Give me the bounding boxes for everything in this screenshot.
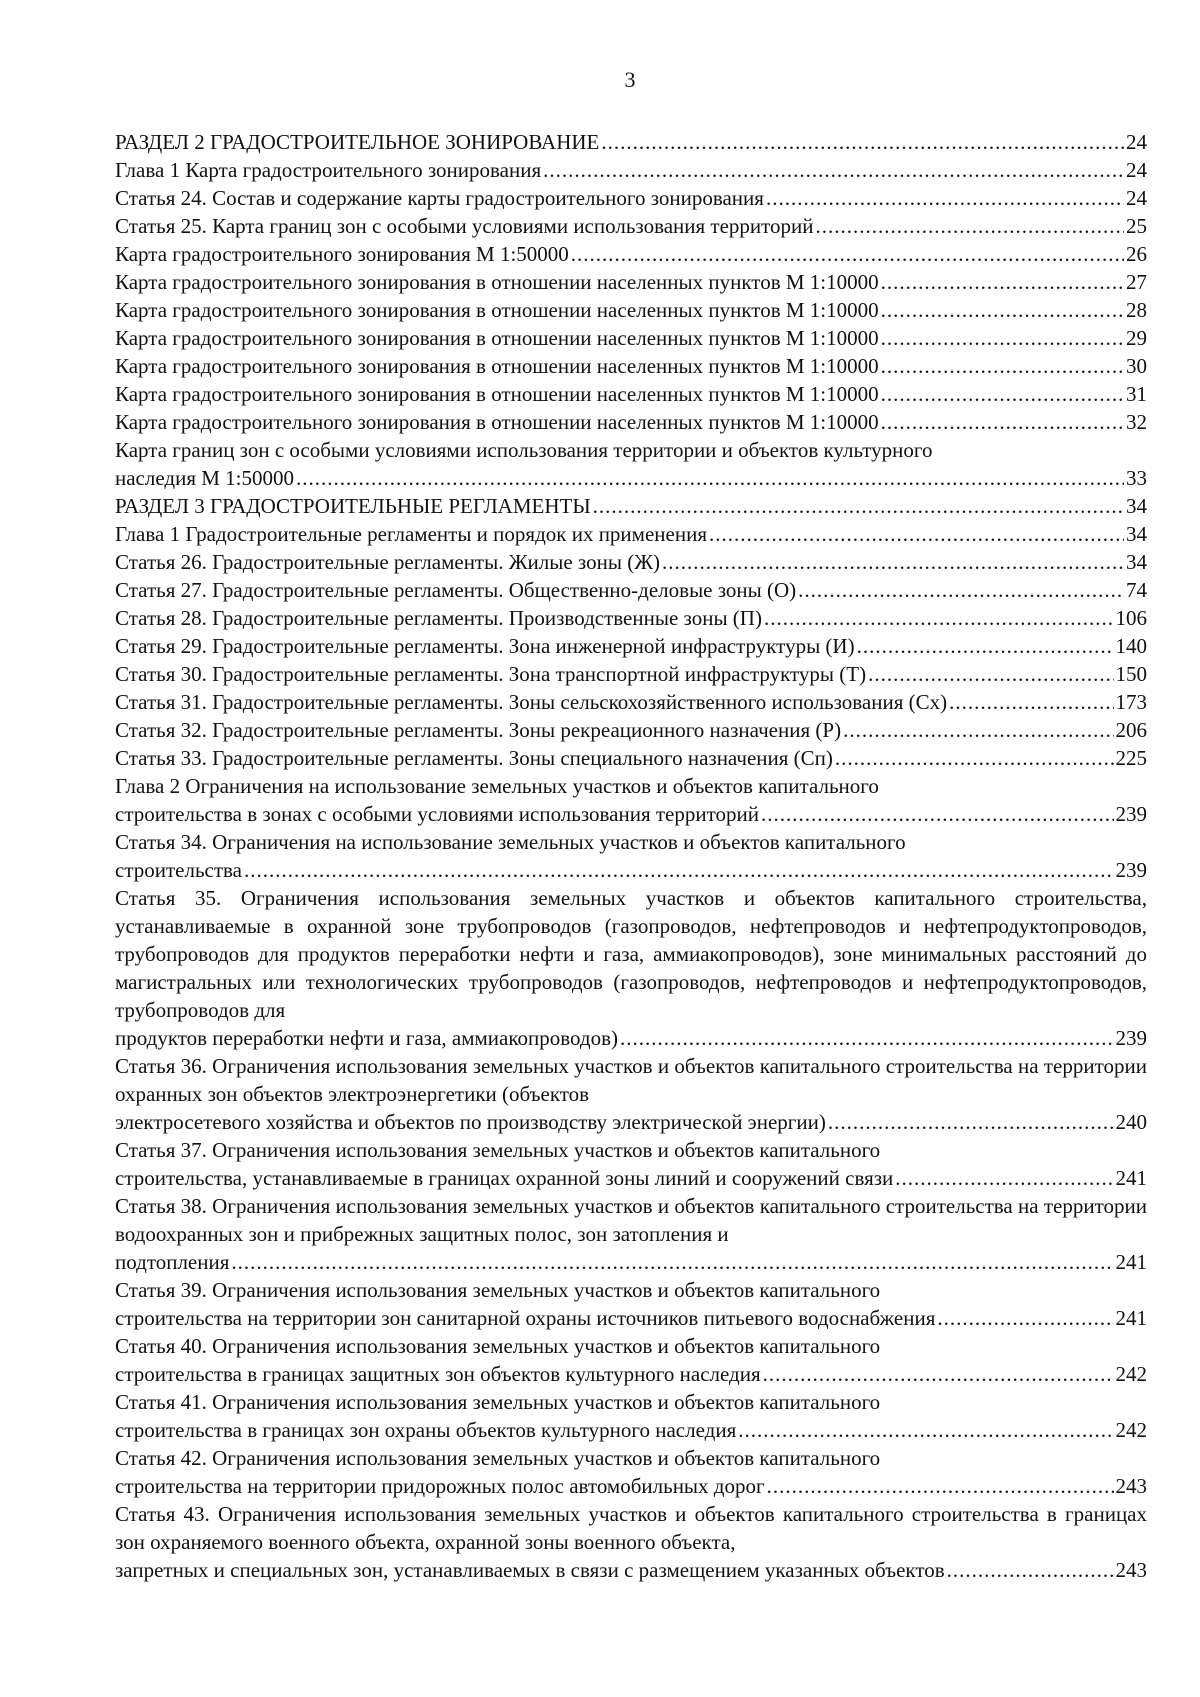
toc-dot-leader xyxy=(881,352,1124,380)
toc-entry-title: Глава 1 Градостроительные регламенты и порядок их применения xyxy=(115,522,707,546)
toc-page-number: 239 xyxy=(1115,802,1147,826)
toc-entry-title: электросетевого хозяйства и объектов по производству электрической энергии) xyxy=(115,1110,826,1134)
toc-dot-leader xyxy=(231,1248,1113,1276)
toc-page-number: 27 xyxy=(1126,270,1147,294)
toc-page-number: 239 xyxy=(1115,858,1147,882)
toc-dot-leader xyxy=(593,492,1124,520)
toc-entry-title: запретных и специальных зон, устанавливаемых в связи с размещением указанных объектов xyxy=(115,1558,945,1582)
toc-entry-last-line xyxy=(115,548,1147,576)
toc-page-number: 243 xyxy=(1115,1474,1147,1498)
toc-page-number: 31 xyxy=(1126,382,1147,406)
toc-entry[interactable] xyxy=(115,1192,1147,1276)
toc-dot-leader xyxy=(949,688,1113,716)
toc-entry-last-line xyxy=(115,856,1147,884)
toc-entry[interactable] xyxy=(115,436,1147,492)
toc-page-number: 34 xyxy=(1126,494,1147,518)
toc-page-number: 242 xyxy=(1115,1362,1147,1386)
toc-entry[interactable] xyxy=(115,296,1147,324)
toc-dot-leader xyxy=(709,520,1124,548)
toc-entry[interactable] xyxy=(115,1052,1147,1136)
toc-entry-last-line xyxy=(115,632,1147,660)
toc-entry-last-line xyxy=(115,1556,1147,1584)
toc-entry-title: подтопления xyxy=(115,1250,230,1274)
toc-dot-leader xyxy=(947,1556,1114,1584)
toc-entry[interactable] xyxy=(115,828,1147,884)
toc-entry-title: Карта градостроительного зонирования в отношении населенных пунктов М 1:10000 xyxy=(115,298,879,322)
toc-entry-last-line xyxy=(115,352,1147,380)
toc-page-number: 241 xyxy=(1115,1250,1147,1274)
toc-page-number: 173 xyxy=(1115,690,1147,714)
toc-entry-last-line xyxy=(115,520,1147,548)
toc-dot-leader xyxy=(767,1472,1114,1500)
toc-entry-lead-text: Статья 36. Ограничения использования земельных участков и объектов капитального строительства на территории охранных зон объектов электроэнергетики (объектов xyxy=(115,1054,1147,1106)
toc-entry-last-line xyxy=(115,744,1147,772)
toc-entry-title: строительства xyxy=(115,858,243,882)
toc-entry[interactable] xyxy=(115,660,1147,688)
toc-dot-leader xyxy=(761,800,1114,828)
toc-entry[interactable] xyxy=(115,576,1147,604)
toc-entry-last-line xyxy=(115,1304,1147,1332)
toc-entry-title: Статья 32. Градостроительные регламенты. Зоны рекреационного назначения (Р) xyxy=(115,718,842,742)
toc-page-number: 24 xyxy=(1126,158,1147,182)
toc-entry-lead-text: Глава 2 Ограничения на использование земельных участков и объектов капитального xyxy=(115,774,879,798)
toc-entry-title: строительства в границах защитных зон объектов культурного наследия xyxy=(115,1362,761,1386)
toc-entry-title: РАЗДЕЛ 3 ГРАДОСТРОИТЕЛЬНЫЕ РЕГЛАМЕНТЫ xyxy=(115,494,591,518)
toc-entry-last-line xyxy=(115,184,1147,212)
toc-page-number: 24 xyxy=(1126,186,1147,210)
toc-entry-last-line xyxy=(115,688,1147,716)
toc-page-number: 241 xyxy=(1115,1306,1147,1330)
toc-entry[interactable] xyxy=(115,688,1147,716)
toc-page-number: 243 xyxy=(1115,1558,1147,1582)
toc-entry-lead-text: Статья 42. Ограничения использования земельных участков и объектов капитального xyxy=(115,1446,881,1470)
toc-page-number: 242 xyxy=(1115,1418,1147,1442)
toc-entry-last-line xyxy=(115,156,1147,184)
page-number: 3 xyxy=(624,67,636,92)
toc-page-number: 140 xyxy=(1115,634,1147,658)
toc-entry[interactable] xyxy=(115,548,1147,576)
toc-entry-last-line xyxy=(115,1472,1147,1500)
toc-page-number: 241 xyxy=(1115,1166,1147,1190)
toc-entry-title: Статья 30. Градостроительные регламенты. Зона транспортной инфраструктуры (Т) xyxy=(115,662,867,686)
table-of-contents xyxy=(115,128,1147,1584)
toc-entry-title: продуктов переработки нефти и газа, аммиакопроводов) xyxy=(115,1026,619,1050)
toc-dot-leader xyxy=(798,576,1124,604)
toc-dot-leader xyxy=(881,408,1124,436)
toc-entry-lead-text: Статья 37. Ограничения использования земельных участков и объектов капитального xyxy=(115,1138,881,1162)
toc-dot-leader xyxy=(571,240,1124,268)
toc-dot-leader xyxy=(881,268,1124,296)
toc-entry[interactable] xyxy=(115,352,1147,380)
toc-page-number: 32 xyxy=(1126,410,1147,434)
toc-entry-last-line xyxy=(115,296,1147,324)
toc-entry-title: Статья 33. Градостроительные регламенты. Зоны специального назначения (Сп) xyxy=(115,746,833,770)
toc-entry-last-line xyxy=(115,1164,1147,1192)
toc-dot-leader xyxy=(843,716,1113,744)
toc-entry-last-line xyxy=(115,268,1147,296)
toc-entry-title: строительства на территории зон санитарной охраны источников питьевого водоснабжения xyxy=(115,1306,936,1330)
toc-page-number: 24 xyxy=(1126,130,1147,154)
toc-entry-lead-text: Статья 39. Ограничения использования земельных участков и объектов капитального xyxy=(115,1278,881,1302)
toc-entry[interactable] xyxy=(115,212,1147,240)
toc-entry-last-line xyxy=(115,1108,1147,1136)
toc-page-number: 240 xyxy=(1115,1110,1147,1134)
toc-entry[interactable] xyxy=(115,156,1147,184)
toc-page-number: 29 xyxy=(1126,326,1147,350)
toc-entry[interactable] xyxy=(115,240,1147,268)
toc-dot-leader xyxy=(816,212,1124,240)
toc-dot-leader xyxy=(763,1360,1114,1388)
toc-entry[interactable] xyxy=(115,184,1147,212)
toc-dot-leader xyxy=(937,1304,1113,1332)
toc-dot-leader xyxy=(738,1416,1113,1444)
toc-entry-title: строительства, устанавливаемые в границах охранной зоны линий и сооружений связи xyxy=(115,1166,894,1190)
toc-entry-last-line xyxy=(115,800,1147,828)
toc-entry-last-line xyxy=(115,408,1147,436)
toc-entry-last-line xyxy=(115,1248,1147,1276)
toc-entry[interactable] xyxy=(115,1500,1147,1584)
toc-entry-lead-text: Карта границ зон с особыми условиями использования территории и объектов культурного xyxy=(115,438,933,462)
toc-entry-last-line xyxy=(115,240,1147,268)
toc-dot-leader xyxy=(543,156,1124,184)
toc-entry-title: Статья 29. Градостроительные регламенты. Зона инженерной инфраструктуры (И) xyxy=(115,634,855,658)
toc-page-number: 225 xyxy=(1115,746,1147,770)
toc-entry-title: Карта градостроительного зонирования в отношении населенных пунктов М 1:10000 xyxy=(115,382,879,406)
toc-entry-title: Статья 31. Градостроительные регламенты. Зоны сельскохозяйственного использования (Сх) xyxy=(115,690,948,714)
toc-entry[interactable] xyxy=(115,632,1147,660)
toc-dot-leader xyxy=(620,1024,1113,1052)
toc-entry-last-line xyxy=(115,716,1147,744)
toc-page-number: 206 xyxy=(1115,718,1147,742)
toc-entry-title: Карта градостроительного зонирования в отношении населенных пунктов М 1:10000 xyxy=(115,354,879,378)
toc-entry[interactable] xyxy=(115,492,1147,520)
toc-entry-last-line xyxy=(115,380,1147,408)
toc-entry-lead-text: Статья 41. Ограничения использования земельных участков и объектов капитального xyxy=(115,1390,881,1414)
toc-dot-leader xyxy=(828,1108,1114,1136)
toc-entry-last-line xyxy=(115,1024,1147,1052)
toc-entry[interactable] xyxy=(115,1332,1147,1388)
toc-entry[interactable] xyxy=(115,744,1147,772)
toc-dot-leader xyxy=(244,856,1113,884)
toc-entry-title: Статья 25. Карта границ зон с особыми условиями использования территорий xyxy=(115,214,814,238)
toc-entry-lead-text: Статья 34. Ограничения на использование земельных участков и объектов капитального xyxy=(115,830,906,854)
toc-page-number: 239 xyxy=(1115,1026,1147,1050)
toc-dot-leader xyxy=(881,324,1124,352)
toc-entry-title: Статья 24. Состав и содержание карты градостроительного зонирования xyxy=(115,186,764,210)
toc-dot-leader xyxy=(601,128,1124,156)
toc-dot-leader xyxy=(868,660,1113,688)
toc-page-number: 34 xyxy=(1126,522,1147,546)
toc-entry-lead-text: Статья 38. Ограничения использования земельных участков и объектов капитального строительства на территории водоохранных зон и прибрежных защитных полос, зон затопления и xyxy=(115,1194,1147,1246)
toc-entry[interactable] xyxy=(115,1276,1147,1332)
toc-entry-title: Карта градостроительного зонирования в отношении населенных пунктов М 1:10000 xyxy=(115,410,879,434)
toc-entry[interactable] xyxy=(115,604,1147,632)
toc-entry-last-line xyxy=(115,128,1147,156)
toc-entry-title: строительства на территории придорожных полос автомобильных дорог xyxy=(115,1474,765,1498)
toc-dot-leader xyxy=(764,604,1114,632)
toc-entry-last-line xyxy=(115,604,1147,632)
toc-page-number: 74 xyxy=(1126,578,1147,602)
toc-dot-leader xyxy=(662,548,1124,576)
toc-entry-title: РАЗДЕЛ 2 ГРАДОСТРОИТЕЛЬНОЕ ЗОНИРОВАНИЕ xyxy=(115,130,600,154)
toc-entry-title: Статья 27. Градостроительные регламенты. Общественно-деловые зоны (О) xyxy=(115,578,797,602)
toc-entry-title: Статья 26. Градостроительные регламенты. Жилые зоны (Ж) xyxy=(115,550,661,574)
toc-entry[interactable] xyxy=(115,324,1147,352)
toc-dot-leader xyxy=(895,1164,1113,1192)
toc-page-number: 25 xyxy=(1126,214,1147,238)
toc-entry-title: Карта градостроительного зонирования в отношении населенных пунктов М 1:10000 xyxy=(115,326,879,350)
toc-page-number: 30 xyxy=(1126,354,1147,378)
toc-entry-title: Карта градостроительного зонирования в отношении населенных пунктов М 1:10000 xyxy=(115,270,879,294)
toc-entry-last-line xyxy=(115,464,1147,492)
toc-entry-title: строительства в границах зон охраны объектов культурного наследия xyxy=(115,1418,737,1442)
toc-entry[interactable] xyxy=(115,1444,1147,1500)
toc-page-number: 26 xyxy=(1126,242,1147,266)
toc-page-number: 28 xyxy=(1126,298,1147,322)
toc-entry-last-line xyxy=(115,576,1147,604)
toc-entry-title: Глава 1 Карта градостроительного зонирования xyxy=(115,158,542,182)
toc-entry-last-line xyxy=(115,324,1147,352)
toc-entry[interactable] xyxy=(115,772,1147,828)
toc-page-number: 150 xyxy=(1115,662,1147,686)
toc-entry[interactable] xyxy=(115,1136,1147,1192)
toc-entry[interactable] xyxy=(115,520,1147,548)
toc-dot-leader xyxy=(881,380,1124,408)
toc-dot-leader xyxy=(296,464,1124,492)
toc-entry-lead-text: Статья 35. Ограничения использования земельных участков и объектов капитального строительства, устанавливаемые в охранной зоне трубопроводов (газопроводов, нефтепроводов и нефтепродуктопроводов, трубопроводов для продуктов переработки нефти и газа, аммиакопроводов), зоне минимальных расстояний до магистральных или технологических трубопроводов (газопроводов, нефтепроводов и нефтепродуктопроводов, трубопроводов для xyxy=(115,886,1147,1022)
toc-entry-title: наследия М 1:50000 xyxy=(115,466,294,490)
toc-page-number: 33 xyxy=(1126,466,1147,490)
toc-entry-lead-text: Статья 43. Ограничения использования земельных участков и объектов капитального строительства в границах зон охраняемого военного объекта, охранной зоны военного объекта, xyxy=(115,1502,1147,1554)
toc-entry[interactable] xyxy=(115,268,1147,296)
toc-entry[interactable] xyxy=(115,408,1147,436)
toc-entry-title: Статья 28. Градостроительные регламенты. Производственные зоны (П) xyxy=(115,606,762,630)
toc-dot-leader xyxy=(835,744,1114,772)
toc-entry-title: Карта градостроительного зонирования М 1:50000 xyxy=(115,242,569,266)
toc-page-number: 34 xyxy=(1126,550,1147,574)
toc-entry-lead-text: Статья 40. Ограничения использования земельных участков и объектов капитального xyxy=(115,1334,881,1358)
toc-entry[interactable] xyxy=(115,716,1147,744)
toc-entry[interactable] xyxy=(115,884,1147,1052)
toc-entry-last-line xyxy=(115,212,1147,240)
toc-dot-leader xyxy=(881,296,1124,324)
toc-entry[interactable] xyxy=(115,380,1147,408)
toc-entry-last-line xyxy=(115,1360,1147,1388)
toc-entry-title: строительства в зонах с особыми условиями использования территорий xyxy=(115,802,759,826)
toc-entry[interactable] xyxy=(115,1388,1147,1444)
toc-entry-last-line xyxy=(115,1416,1147,1444)
toc-entry[interactable] xyxy=(115,128,1147,156)
toc-entry-last-line xyxy=(115,492,1147,520)
toc-page-number: 106 xyxy=(1115,606,1147,630)
toc-dot-leader xyxy=(857,632,1114,660)
toc-entry-last-line xyxy=(115,660,1147,688)
toc-dot-leader xyxy=(766,184,1124,212)
